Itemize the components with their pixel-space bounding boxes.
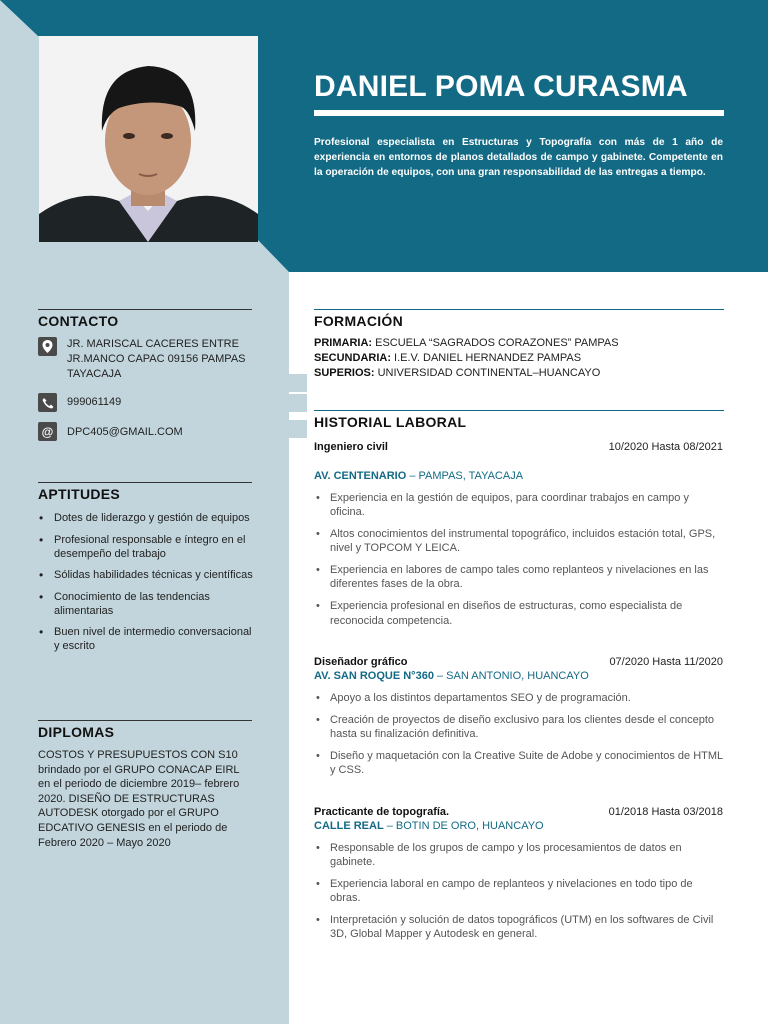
education-superior [314,366,600,381]
list-item: • Apoyo a los distintos departamentos SEO y de programación. [314,691,724,705]
aptitudes-list [39,511,253,653]
list-item: • Diseño y maquetación con la Creative Suite de Adobe y conocimientos de HTML y CSS. [314,749,724,778]
job-location [314,669,589,683]
job-header [314,655,723,669]
profile-summary: Profesional especialista en Estructuras y Topografía con más de 1 año de experiencia en entornos de planos detallados de campo y gabinete. Competente en la operación de equipos, con una gran responsabilidad de las entregas a tiempo. [314,137,723,178]
candidate-name: DANIEL POMA CURASMA [314,70,688,103]
list-item: • Responsable de los grupos de campo y los procesamientos de datos en gabinete. [314,841,724,870]
decor-tab [289,420,307,438]
list-item: • Sólidas habilidades técnicas y científicas [39,568,253,582]
education-secondary [314,351,581,366]
list-item: • Creación de proyectos de diseño exclusivo para los clientes desde el concepto hasta su finalización definitiva. [314,713,724,742]
contact-address [38,337,247,382]
job-location-street: AV. CENTENARIO [314,470,407,482]
contact-title: CONTACTO [38,313,119,329]
education-label: SUPERIOS: [314,367,375,379]
decor-tab [289,374,307,392]
list-item: • Interpretación y solución de datos topográficos (UTM) en los softwares de Civil 3D, Global Mapper y Autodesk en general. [314,913,724,942]
list-item: • Dotes de liderazgo y gestión de equipos [39,511,253,525]
list-item: • Experiencia en la gestión de equipos, para coordinar trabajos en campo y oficina. [314,491,724,520]
job-location-city: – BOTIN DE ORO, HUANCAYO [383,820,544,832]
education-label: SECUNDARIA: [314,352,391,364]
decor-tab [289,394,307,412]
list-item: • Experiencia profesional en diseños de estructuras, como especialista de reconocida competencia. [314,599,724,628]
list-item: • Altos conocimientos del instrumental topográfico, incluidos estación total, GPS, nivel y TOPCOM Y LEICA. [314,527,724,556]
job-location-street: CALLE REAL [314,820,384,832]
education-label: PRIMARIA: [314,337,373,349]
email-text[interactable]: DPC405@GMAIL.COM [67,426,183,438]
education-value: I.E.V. DANIEL HERNANDEZ PAMPAS [391,352,582,364]
location-pin-icon [38,337,57,356]
phone-text[interactable]: 999061149 [67,396,122,408]
list-item: • Buen nivel de intermedio conversacional y escrito [39,625,253,653]
job-header [314,440,723,454]
contact-email [38,422,183,441]
job-date: 07/2020 Hasta 11/2020 [609,656,723,668]
aptitudes-title: APTITUDES [38,486,121,502]
list-item: • Conocimiento de las tendencias alimentarias [39,590,253,618]
profile-photo [39,36,258,242]
job-location-city: – SAN ANTONIO, HUANCAYO [433,670,589,682]
section-rule [314,410,724,411]
job-role: Practicante de topografía. [314,806,450,818]
section-rule [314,309,724,310]
job-location [314,469,523,483]
section-rule [38,482,252,483]
name-underline [314,110,724,116]
contact-phone [38,393,121,412]
education-value: ESCUELA “SAGRADOS CORAZONES” PAMPAS [372,337,619,349]
section-rule [38,720,252,721]
job-role: Ingeniero civil [314,441,388,453]
list-item: • Experiencia laboral en campo de replanteos y nivelaciones en todo tipo de obras. [314,877,724,906]
diplomas-text: COSTOS Y PRESUPUESTOS CON S10 brindado por el GRUPO CONACAP EIRL en el periodo de diciembre 2019– febrero 2020. DISEÑO DE ESTRUCTURAS AUTODESK otorgado por el GRUPO EDCATIVO GENESIS en el periodo de Febrero 2020 – Mayo 2020 [38,749,240,849]
job-location [314,819,544,833]
education-value: UNIVERSIDAD CONTINENTAL–HUANCAYO [374,367,601,379]
historial-title: HISTORIAL LABORAL [314,414,467,430]
job-location-street: AV. SAN ROQUE N°360 [314,670,434,682]
at-sign-icon: @ [38,422,57,441]
section-rule [38,309,252,310]
phone-icon [38,393,57,412]
diplomas-title: DIPLOMAS [38,724,115,740]
job-date: 01/2018 Hasta 03/2018 [608,806,723,818]
address-text: JR. MARISCAL CACERES ENTRE JR.MANCO CAPAC 09156 PAMPAS TAYACAJA [67,338,246,380]
job-location-city: – PAMPAS, TAYACAJA [406,470,524,482]
list-item: • Profesional responsable e íntegro en el desempeño del trabajo [39,533,253,561]
formacion-title: FORMACIÓN [314,313,404,329]
job-role: Diseñador gráfico [314,656,408,668]
job-duties [314,691,724,785]
job-duties [314,491,724,635]
education-primary [314,336,619,351]
job-date: 10/2020 Hasta 08/2021 [608,441,723,453]
job-duties [314,841,724,949]
list-item: • Experiencia en labores de campo tales como replanteos y nivelaciones en las diferentes fases de la obra. [314,563,724,592]
job-header [314,805,723,819]
